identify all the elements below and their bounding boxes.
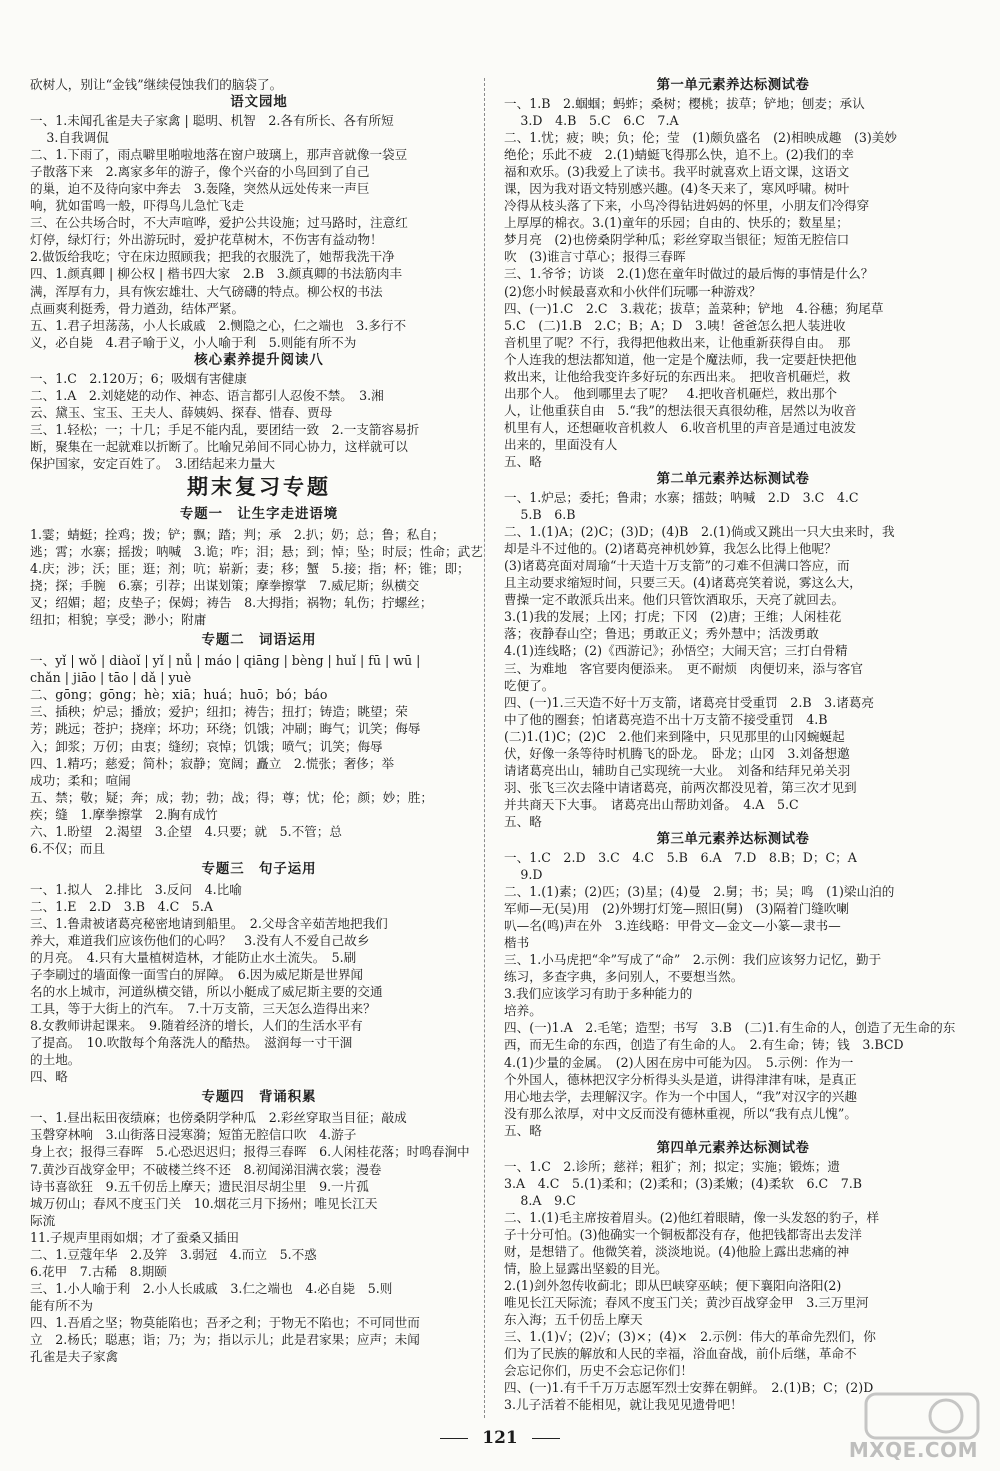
answer-line: 二、1.下雨了，雨点噼里啪啦地落在窗户玻璃上，那声音就像一袋豆 (30, 147, 408, 163)
answer-line: 入；卸浆；万仞；由衷；缝纫；哀悼；饥饿；喷气；讥笑；侮辱 (30, 738, 383, 754)
topic-heading: 专题一 让生字走进语境 (179, 505, 339, 522)
answer-line: 四、(一)1.三天造不好十万支箭，诸葛亮甘受重罚 2.B 3.诸葛亮 (504, 694, 874, 710)
answer-line: 四、1.颜真卿 | 柳公权 | 楷书四大家 2.B 3.颜真卿的书法筋肉丰 (30, 266, 403, 282)
answer-line: 音机里了呢？不行，我得把他救出来，让他重新获得自由。 那 (504, 334, 851, 350)
answer-line: 养大，难道我们应该伤他们的心吗？ 3.没有人不爱自己故乡 (30, 932, 370, 948)
answer-line: 三、1.轻松；一；十几；手足不能内乱，要团结一致 2.一支箭容易折 (30, 421, 420, 437)
answer-line: 子散落下来 2.离家多年的游子，像个兴奋的小鸟回到了自己 (30, 164, 370, 180)
answer-line: 上厚厚的棉衣。3.(1)童年的乐园；自由的、快乐的；数星星； (504, 215, 849, 231)
answer-line: 并共商天下大事。 诸葛亮出山帮助刘备。 4.A 5.C (504, 796, 799, 812)
answer-line: 六、1.盼望 2.渴望 3.企望 4.只要；就 5.不管；总 (30, 823, 342, 839)
answer-line: 羽、张飞三次去隆中请诸葛亮，前两次都没见着，第三次才见到 (504, 779, 857, 795)
answer-line: 三、在公共场合时，不大声喧哗，爱护公共设施；过马路时，注意红 (30, 215, 408, 231)
answer-line: 灯停，绿灯行；外出游玩时，爱护花草树木，不伤害有益动物！ (30, 232, 383, 248)
answer-line: 二、gōng；gōng；hè；xiā；huá；huō；bó；báo (30, 687, 328, 703)
answer-line: 三、1.小人喻于利 2.小人长戚戚 3.仁之端也 4.必自毙 5.则 (30, 1280, 393, 1296)
answer-line: 纽扣；相貌；享受；渺小；附庸 (30, 612, 207, 628)
answer-line: 四、略 (30, 1069, 68, 1085)
answer-line: 一、1.B 2.蝈蝈；蚂蚱；桑树；樱桃；拔草；铲地；刨麦；承认 (504, 96, 865, 111)
answer-line: 四、(一)1.有千千万万志愿军烈士安葬在朝鲜。 2.(1)B；C；(2)D (504, 1380, 874, 1396)
answer-line: 能有所不为 (30, 1297, 93, 1313)
answer-line: 5.C (二)1.B 2.C；B；A；D 3.咦！爸爸怎么把人装进收 (504, 317, 846, 333)
answer-line: 5.B 6.B (520, 507, 576, 523)
answer-line: 了提高。 10.吹散每个角落洗人的酷热。 滋润每一寸干涸 (30, 1035, 353, 1051)
section-heading: 核心素养提升阅读八 (194, 351, 324, 368)
answer-line: (3)诸葛亮面对周瑜“十天造十万支箭”的刁难不但满口答应，而 (504, 558, 850, 574)
answer-line: 五、略 (504, 1122, 542, 1138)
answer-line: 五、1.君子坦荡荡，小人长戚戚 2.恻隐之心，仁之端也 3.多行不 (30, 317, 407, 333)
answer-line: (2)您小时候最喜欢和小伙伴们玩哪一种游戏？ (504, 283, 762, 299)
answer-line: 的月亮。 4.只有大量植树造林，才能防止水土流失。 5.刷 (30, 950, 357, 966)
answer-line: 且主动要求缩短时间，只要三天。(4)诸葛亮笑着说，雾这么大， (504, 575, 862, 591)
answer-line: 保护国家，安定百姓了。 3.团结起来力量大 (30, 455, 275, 471)
answer-line: 四、1.精巧；慈爱；简朴；寂静；宽阔；矗立 2.慌张；奢侈；举 (30, 755, 395, 771)
answer-line: 吹 (3)谁言寸草心；报得三春晖 (504, 249, 686, 265)
answer-line: 的土地。 (30, 1052, 81, 1068)
answer-line: 一、1.拟人 2.排比 3.反问 4.比喻 (30, 881, 242, 897)
answer-line: 救出来，让他给我变许多好玩的东西出来。 把收音机砸烂，救 (504, 368, 851, 384)
answer-line: 立 2.杨氏；聪惠；诣；乃；为；指以示儿；此是君家果；应声；未闻 (30, 1332, 420, 1347)
answer-line: 却是斗不过他的。(2)诸葛亮神机妙算，我怎么比得上他呢？ (504, 541, 837, 557)
answer-line: 身上衣；报得三春晖 5.心恐迟迟归；报得三春晖 6.人闲桂花落；时鸣春涧中 (30, 1144, 470, 1160)
answer-line: 一、yǐ | wǒ | diàoǐ | yǐ | nǚ | máo | qiāng | bèng | huǐ | fū | wū | (30, 653, 421, 669)
answer-line: 军师—无(吴)用 (2)外甥打灯笼—照旧(舅) (3)隔着门缝吹喇 (504, 901, 849, 917)
answer-line: 3.(1)我的发展；上冈；打虎；下冈 (2)唐；王维；人闲桂花 (504, 609, 842, 625)
answer-line: 义，必自毙 4.君子喻于义，小人喻于利 5.则能有所不为 (30, 334, 357, 350)
answer-line: 二、1.忧；疲；映；负；伦；莹 (1)颇负盛名 (2)相映成趣 (3)美妙 (504, 130, 897, 146)
answer-line: 没有那么浓厚，对中文反而没有德林重视，所以“我有点儿愧”。 (504, 1105, 857, 1121)
answer-line: 3.A 4.C 5.(1)柔和；(2)柔和；(3)柔嫩；(4)柔软 6.C 7.B (504, 1175, 862, 1191)
answer-line: 点画爽利挺秀，骨力遒劲，结体严紧。 (30, 300, 245, 316)
topic-heading: 专题二 词语运用 (201, 632, 317, 649)
answer-line: 请诸葛亮出山，辅助自己实现统一大业。 刘备和结拜兄弟关羽 (504, 762, 851, 778)
answer-line: 响，犹如雷鸣一般，吓得鸟儿急忙飞走 (30, 198, 245, 214)
answer-line: 三、为难地 客官要肉便添来。 更不耐烦 肉便切来，添与客官 (504, 660, 863, 676)
answer-line: 子李刷过的墙面像一面雪白的屏障。 6.因为威尼斯是世界闻 (30, 967, 364, 983)
answer-line: 二、1.A 2.刘姥姥的动作、神态、语言都引人忍俊不禁。 3.湘 (30, 387, 384, 403)
answer-line: 玉磬穿林响 3.山街落日浸寒漪；短笛无腔信口吹 4.游子 (30, 1127, 357, 1143)
answer-line: 出来的，里面没有人 (504, 436, 618, 452)
answer-line: 冷得从枝头落了下来，小鸟冷得钻进妈妈的怀里，小朋友们冷得穿 (504, 198, 870, 214)
answer-line: 工具，等于大街上的汽车。 7.十万支箭，三天怎么造得出来？ (30, 1001, 376, 1017)
answer-line: 6.不仅；而且 (30, 840, 105, 856)
answer-line: 三、1.(1)√；(2)√；(3)×；(4)× 2.示例：伟大的革命先烈们，你 (504, 1329, 876, 1345)
answer-line: 满，浑厚有力，具有恢宏雄壮、大气磅礴的特点。柳公权的书法 (30, 283, 383, 299)
column-divider (484, 78, 485, 1418)
answer-line: 3.儿子活着不能相见，就让我见见遗骨吧！ (504, 1397, 743, 1413)
answer-line: 成功；柔和；喧闹 (30, 772, 131, 788)
test-heading: 第三单元素养达标测试卷 (656, 830, 810, 847)
answer-line: 叭—名(鸣)声在外 3.连线略：甲骨文—金文—小篆—隶书— (504, 918, 841, 934)
answer-line: 疾；缝 1.摩拳擦掌 2.胸有成竹 (30, 806, 218, 822)
answer-line: 三、1.爷爷；访谈 2.(1)您在童年时做过的最后悔的事情是什么？ (504, 266, 874, 282)
answer-line: 培养。 (504, 1003, 542, 1019)
answer-line: 一、1.未闻孔雀是夫子家禽 | 聪明、机智 2.各有所长、各有所短 (30, 113, 394, 129)
section-heading: 语文园地 (230, 94, 288, 111)
answer-line: 城万仞山；春风不度玉门关 10.烟花三月下扬州；唯见长江天 (30, 1195, 378, 1211)
answer-line: 砍树人，别让“金钱”继续侵蚀我们的脑袋了。 (30, 77, 283, 92)
answer-line: 梦月亮 (2)也傍桑阴学种瓜；彩丝穿取当银征；短笛无腔信口 (504, 232, 850, 248)
answer-line: 9.D (520, 867, 543, 883)
answer-line: 4.(1)连线略；(2)《西游记》；孙悟空；大闹天宫；三打白骨精 (504, 643, 848, 659)
answer-line: 的巢，迫不及待向家中奔去 3.轰隆，突然从远处传来一声巨 (30, 181, 370, 197)
answer-line: 一、1.C 2.120万；6；吸烟有害健康 (30, 370, 247, 386)
answer-line: 4.庆；涉；沃；匪；逛；剂；吭；崭新；妻；移；蟹 5.接；指；杯；锥；即； (30, 561, 470, 577)
answer-line: 用心地去学，去理解汉字。作为一个中国人，“我”对汉字的兴趣 (504, 1088, 857, 1104)
topic-heading: 专题四 背诵积累 (201, 1089, 317, 1106)
test-heading: 第四单元素养达标测试卷 (656, 1139, 810, 1156)
answer-line: 落；夜静春山空；鲁迅；勇敢正义；秀外慧中；活泼勇敢 (504, 626, 819, 642)
left-column (30, 76, 488, 1365)
answer-line: 个人连我的想法都知道，他一定是个魔法师，我一定要赶快把他 (504, 351, 857, 367)
answer-line: 8.女教师讲起课来。 9.随着经济的增长，人们的生活水平有 (30, 1018, 363, 1034)
answer-line: (二)1.(1)C；(2)C 2.他们来到隆中，只见那里的山冈蜿蜒起 (504, 728, 845, 744)
answer-line: 绝伦；乐此不疲 2.(1)蜻蜓飞得那么快，追不上。(2)我们的幸 (504, 147, 854, 163)
answer-line: 3.D 4.B 5.C 6.C 7.A (520, 113, 679, 129)
answer-line: 名的水上城市，河道纵横交错，所以小艇成了威尼斯主要的交通 (30, 984, 383, 1000)
answer-line: 三、插秧；炉忌；播放；爱护；纽扣；祷告；扭打；铸造；眺望；荣 (30, 704, 408, 720)
answer-line: 四、(一)1.C 2.C 3.栽花；拔草；盖菜种；铲地 4.谷穗；狗尾草 (504, 300, 884, 316)
answer-line: 楷书 (504, 935, 530, 951)
answer-line: 11.子规声里雨如烟；才了蚕桑又插田 (30, 1229, 239, 1245)
answer-line: 挠；探；手腕 6.寨；引荐；出谋划策；摩拳擦掌 7.威尼斯；纵横交 (30, 578, 420, 594)
answer-line: 8.A 9.C (520, 1192, 576, 1208)
answer-line: 孔雀是夫子家禽 (30, 1349, 119, 1365)
answer-line: 2.(1)剑外忽传收蓟北；即从巴峡穿巫峡；便下襄阳向洛阳(2) (504, 1278, 842, 1294)
answer-line: 中了他的圈套；怕诸葛亮造不出十万支箭不接受重罚 4.B (504, 711, 828, 727)
test-heading: 第一单元素养达标测试卷 (656, 77, 810, 93)
answer-line: 个外国人，德林把汉字分析得头头是道，讲得津津有味，是真正 (504, 1071, 857, 1087)
topic-heading: 专题三 句子运用 (201, 860, 317, 877)
answer-line: 五、禁；敬；疑；奔；成；勃；勃；战；得；尊；忧；伦；颜；妙；胜； (30, 789, 433, 805)
answer-line: 云、黛玉、宝玉、王夫人、薛姨妈、探春、惜春、贾母 (30, 404, 333, 420)
test-heading: 第二单元素养达标测试卷 (656, 471, 810, 488)
answer-line: 一、1.C 2.D 3.C 4.C 5.B 6.A 7.D 8.B；D；C；A (504, 849, 857, 865)
answer-line: 二、1.E 2.D 3.B 4.C 5.A (30, 898, 213, 914)
watermark-text: MXQE.COM (848, 1438, 978, 1462)
answer-line: 二、1.豆蔻年华 2.及笄 3.弱冠 4.而立 5.不惑 (30, 1246, 317, 1262)
answer-line: 叉；绍媚；超；皮垫子；保姆；祷告 8.大拇指；祸物；轧伤；拧螺丝； (30, 595, 433, 611)
answer-line: 际流 (30, 1212, 56, 1228)
answer-line: 西，而无生命的东西，创造了有生命的人。 2.有生命；铸；钱 3.BCD (504, 1037, 904, 1053)
answer-line: 五、略 (504, 453, 542, 469)
answer-line: 二、1.(1)毛主席按着眉头。(2)他红着眼睛，像一头发怒的豹子，样 (504, 1209, 880, 1225)
answer-line: 逃；霄；水寨；摇拨；呐喊 3.诡；咋；泪；悬；到；悼；坠；时辰；性命；武艺 (30, 544, 483, 560)
answer-line: 福和欢乐。(3)我爱上了读书。我平时就喜欢上语文课，这语文 (504, 164, 850, 180)
major-heading: 期末复习专题 (187, 474, 331, 499)
answer-line: 练习，多查字典，多问别人，不要想当然。 (504, 969, 744, 985)
answer-line: 情，脸上显露出坚毅的目光。 (504, 1261, 668, 1277)
answer-line: 东入海；五千仞岳上摩天 (504, 1312, 643, 1328)
answer-line: 人，让他重获自由 5.“我”的想法很天真很幼稚，居然以为收音 (504, 402, 857, 418)
answer-line: 伏，好像一条等待时机腾飞的卧龙。 卧龙；山冈 3.刘备想邀 (504, 745, 850, 761)
answer-line: 财，是想错了。他微笑着，淡淡地说。(4)他脸上露出悲痛的神 (504, 1244, 850, 1259)
answer-line: 一、1.C 2.诊所；慈祥；粗犷；剂；拟定；实施；锻炼；遗 (504, 1158, 840, 1174)
answer-line: 诗书喜欲狂 9.五千仞岳上摩天；遗民泪尽胡尘里 9.一片孤 (30, 1178, 369, 1194)
answer-line: 们为了民族的解放和人民的幸福，浴血奋战，前仆后继，革命不 (504, 1346, 857, 1362)
answer-line: 机里有人，还想砸收音机救人 6.收音机里的声音是通过电波发 (504, 419, 857, 435)
answer-line: 3.我们应该学习有助于多种能力的 (504, 986, 693, 1002)
answer-line: 7.黄沙百战穿金甲；不破楼兰终不还 8.初闻涕泪满衣裳；漫卷 (30, 1161, 382, 1177)
answer-line: 断，聚集在一起就难以折断了。比喻兄弟间不同心协力，这样就可以 (30, 438, 408, 454)
answer-line: 一、1.炉忌；委托；鲁肃；水寨；擂鼓；呐喊 2.D 3.C 4.C (504, 490, 859, 506)
answer-line: 一、1.昼出耘田夜绩麻；也傍桑阴学种瓜 2.彩丝穿取当目征；敲成 (30, 1110, 407, 1126)
answer-line: 二、1.(1)A；(2)C；(3)D；(4)B 2.(1)倘或又跳出一只大虫来时，我 (504, 524, 895, 540)
answer-line: 三、1.鲁肃被诸葛亮秘密地请到船里。 2.父母含辛茹苦地把我们 (30, 915, 388, 931)
answer-line: chǎn | jiāo | tāo | dǎ | yuè (30, 670, 192, 686)
answer-line: 五、略 (504, 813, 542, 829)
answer-line: 吃便了。 (504, 677, 555, 693)
answer-line: 会忘记你们，历史不会忘记你们！ (504, 1363, 693, 1379)
answer-line: 3.自我调侃 (46, 130, 109, 146)
watermark-logo (814, 1392, 982, 1464)
page-number-dash-right (532, 1438, 560, 1439)
answer-line: 2.做饭给我吃；守在床边照顾我；把我的衣服洗了，她帮我洗干净 (30, 249, 395, 265)
answer-line: 出那个人。 他到哪里去了呢？ 4.把收音机砸烂，救出那个 (504, 385, 838, 401)
answer-line: 四、1.吾盾之坚；物莫能陷也；吾矛之利；于物无不陷也；不可同世而 (30, 1314, 420, 1330)
answer-line: 二、1.(1)素；(2)匹；(3)星；(4)曼 2.舅；书；吴；鸣 (1)梁山泊的 (504, 884, 895, 900)
answer-line: 曹操一定不敢派兵出来。他们只管饮酒取乐，天亮了就回去。 (504, 592, 845, 608)
answer-line: 6.花甲 7.古稀 8.期颐 (30, 1263, 167, 1279)
answer-line: 子十分可怕。(3)他确实一个铜板都没有存，他把钱都寄出去发洋 (504, 1226, 862, 1242)
right-column (504, 76, 962, 1413)
answer-line: 四、(一)1.A 2.毛笔；造型；书写 3.B (二)1.有生命的人，创造了无生命的东 (504, 1020, 956, 1036)
answer-line: 课，因为我对语文特别感兴趣。(4)冬天来了，寒风呼啸。树叶 (504, 181, 850, 197)
answer-line: 1.霎；蜻蜓；拴鸡；拨；铲；飘；踏；判；承 2.扒；奶；总；鲁；私自； (30, 526, 445, 542)
page-number-value: 121 (482, 1428, 518, 1448)
page-number-dash-left (440, 1438, 468, 1439)
answer-line: 三、1.小马虎把“伞”写成了“命” 2.示例：我们应该努力记忆，勤于 (504, 952, 882, 968)
answer-line: 芳；跳远；苍护；挠痒；坏功；环绕；饥饿；冲刷；晦气；讥笑；侮辱 (30, 721, 421, 737)
answer-line: 唯见长江天际流；春风不度玉门关；黄沙百战穿金甲 3.三万里河 (504, 1295, 869, 1311)
answer-line: 4.(1)少量的金属。 (2)人困在房中可能为囚。 5.示例：作为一 (504, 1054, 854, 1070)
